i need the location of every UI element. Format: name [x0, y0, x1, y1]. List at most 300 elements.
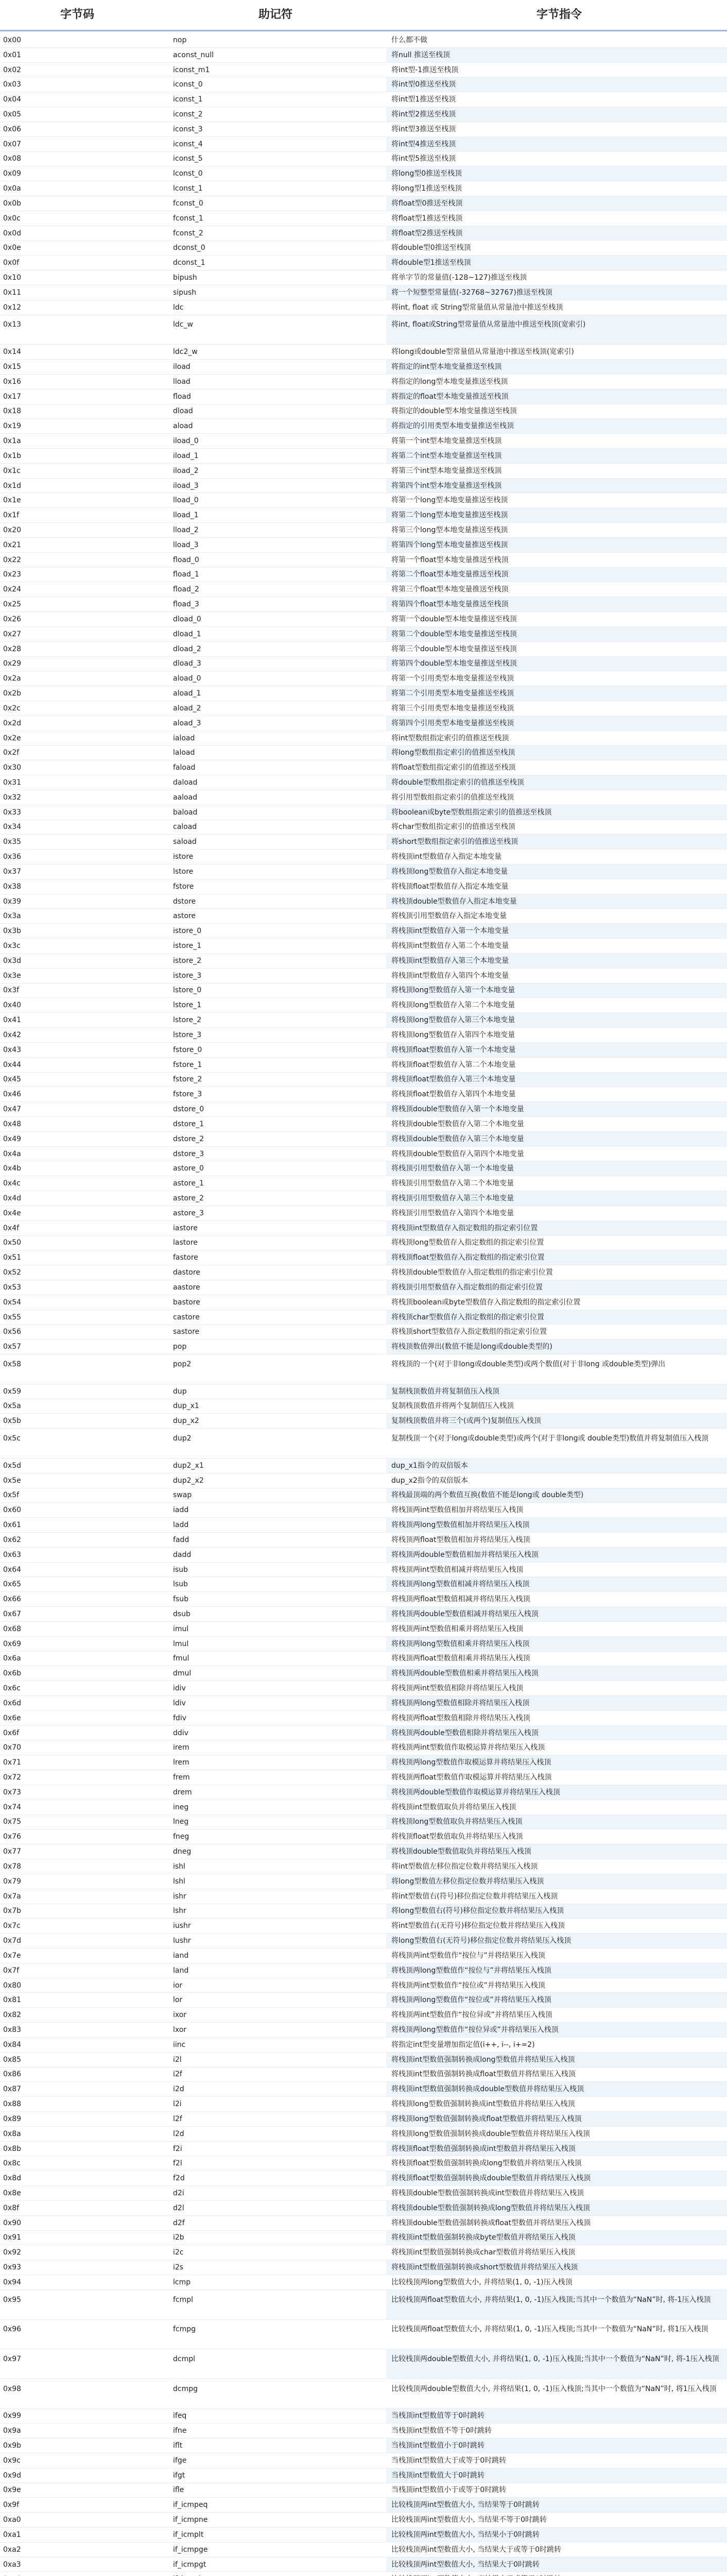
cell-description: 将第四个int型本地变量推送至栈顶: [386, 479, 727, 494]
cell-description: 将栈顶double型数值存入指定本地变量: [386, 894, 727, 909]
cell-description: 复制栈顶一个(对于long或double类型)或两个(对于非long或 double类型)数值并将复制值压入栈顶: [391, 1434, 709, 1443]
table-row: [0, 1354, 727, 1384]
cell-mnemonic: l2i: [173, 2100, 182, 2109]
cell-description: 将栈顶两int型数值相乘并将结果压入栈顶: [391, 1624, 524, 1633]
cell-description: 将第二个double型本地变量推送至栈顶: [386, 627, 727, 642]
table-row: [0, 597, 727, 612]
cell-bytecode: 0x11: [3, 288, 22, 297]
cell-description: 将栈顶引用型数值存入第一个本地变量: [386, 1161, 727, 1176]
cell-bytecode: 0x77: [3, 1848, 22, 1856]
cell-mnemonic: land: [173, 1966, 189, 1975]
cell-description: 将第一个long型本地变量推送至栈顶: [391, 496, 508, 505]
cell-bytecode: 0x40: [3, 1001, 22, 1010]
table-row: [0, 775, 727, 790]
cell-bytecode: 0x6c: [3, 1684, 21, 1693]
cell-mnemonic: lshr: [173, 1907, 186, 1916]
table-row: [0, 760, 727, 775]
cell-mnemonic: pop2: [173, 1360, 192, 1368]
cell-mnemonic: [154, 2572, 381, 2576]
cell-description: 比较栈顶两double型数值大小, 并将结果(1, 0, -1)压入栈顶;当其中一个数值为“NaN”时, 将1压入栈顶: [391, 2384, 717, 2393]
table-row: [0, 1993, 727, 2008]
cell-description: 将栈顶两float型数值相除并将结果压入栈顶: [391, 1714, 530, 1722]
table-row: [0, 122, 727, 137]
cell-bytecode: 0xa3: [3, 2560, 21, 2569]
table-row: [0, 1681, 727, 1696]
cell-bytecode: 0x65: [3, 1580, 22, 1589]
cell-bytecode: 0x9c: [3, 2456, 21, 2465]
cell-bytecode: 0x1d: [3, 481, 21, 490]
table-row: [0, 553, 727, 568]
table-row: [0, 1934, 727, 1948]
cell-description: 将栈顶两int型数值相加并将结果压入栈顶: [391, 1506, 524, 1515]
cell-mnemonic: aload_0: [173, 674, 201, 683]
table-row: [0, 1503, 727, 1518]
table-row: [0, 315, 727, 345]
cell-mnemonic: ifgt: [173, 2471, 185, 2480]
table-row: [0, 731, 727, 746]
cell-description: 将第一个int型本地变量推送至栈顶: [391, 437, 502, 446]
cell-mnemonic: dup2: [173, 1434, 192, 1443]
cell-mnemonic: lastore: [173, 1239, 198, 1247]
cell-mnemonic: astore_0: [173, 1164, 204, 1173]
cell-bytecode: 0x7d: [3, 1937, 21, 1945]
cell-description: 将单字节的常量值(-128~127)推送至栈顶: [391, 274, 527, 282]
cell-description: 将栈顶int型数值取负并将结果压入栈顶: [391, 1803, 516, 1811]
cell-bytecode: 0x3b: [3, 927, 21, 936]
table-row: [0, 1622, 727, 1637]
cell-bytecode: 0x76: [3, 1833, 22, 1841]
cell-mnemonic: i2d: [173, 2085, 184, 2094]
table-row: [0, 1117, 727, 1132]
table-row: [0, 1963, 727, 1978]
cell-description: 当栈顶int型数值小于或等于0时跳转: [391, 2486, 507, 2495]
table-row: [0, 1948, 727, 1963]
cell-description: 将int型数值右(符号)移位指定位数并将结果压入栈顶: [391, 1892, 558, 1901]
cell-mnemonic: iconst_5: [173, 155, 203, 163]
cell-bytecode: 0x79: [3, 1877, 22, 1886]
cell-mnemonic: iconst_0: [173, 80, 203, 89]
cell-mnemonic: aastore: [173, 1283, 200, 1292]
cell-description: 将栈顶char型数值存入指定数组的指定索引位置: [386, 1310, 727, 1325]
table-row: [0, 924, 727, 939]
cell-description: 将栈顶double型数值存入第三个本地变量: [386, 1132, 727, 1147]
cell-mnemonic: lload_1: [173, 511, 199, 520]
cell-description: 将float型数组指定索引的值推送至栈顶: [391, 764, 516, 772]
cell-bytecode: 0x9e: [3, 2486, 21, 2495]
cell-bytecode: 0x4e: [3, 1209, 21, 1217]
cell-description: 将栈顶boolean或byte型数值存入指定数组的指定索引位置: [391, 1298, 581, 1307]
cell-mnemonic: fsub: [173, 1595, 188, 1604]
table-row: [0, 1844, 727, 1859]
table-row: [0, 2260, 727, 2275]
cell-description: 将栈顶long型数值取负并将结果压入栈顶: [386, 1815, 727, 1830]
table-row: [0, 345, 727, 360]
table-row: [0, 2379, 727, 2409]
cell-mnemonic: fload_3: [173, 600, 199, 609]
table-row: [0, 1488, 727, 1503]
cell-bytecode: 0x4d: [3, 1194, 21, 1202]
cell-bytecode: 0x0c: [3, 214, 21, 223]
cell-mnemonic: fload_1: [173, 570, 199, 579]
table-row: [0, 2127, 727, 2142]
cell-bytecode: 0x37: [3, 867, 22, 876]
cell-bytecode: 0x5e: [3, 1476, 21, 1485]
cell-bytecode: 0x5a: [3, 1402, 21, 1411]
header-description: 字节指令: [536, 8, 582, 21]
cell-mnemonic: castore: [173, 1313, 200, 1321]
cell-mnemonic: daload: [173, 778, 198, 787]
table-row: [0, 879, 727, 894]
cell-bytecode: 0x2a: [3, 674, 21, 683]
cell-mnemonic: fadd: [173, 1535, 189, 1544]
table-row: [0, 2438, 727, 2453]
cell-description: 将栈顶两double型数值相乘并将结果压入栈顶: [386, 1666, 727, 1681]
cell-bytecode: 0x8c: [3, 2159, 21, 2168]
cell-description: 将栈顶两long型数值相除并将结果压入栈顶: [386, 1696, 727, 1711]
cell-description: 将栈顶int型数值强制转换成double型数值并将结果压入栈顶: [386, 2082, 727, 2097]
table-row: [0, 642, 727, 657]
cell-mnemonic: isub: [173, 1565, 188, 1574]
cell-bytecode: 0x41: [3, 1016, 22, 1025]
cell-mnemonic: frem: [173, 1773, 190, 1782]
cell-description: 将int型3推送至栈顶: [391, 125, 456, 133]
cell-bytecode: 0x94: [3, 2278, 22, 2286]
table-row: [0, 1087, 727, 1102]
cell-description: 将栈顶long型数值存入第二个本地变量: [391, 1001, 515, 1010]
cell-mnemonic: dconst_0: [173, 244, 205, 252]
table-row: [0, 2156, 727, 2171]
cell-bytecode: 0x83: [3, 2025, 22, 2034]
cell-mnemonic: iadd: [173, 1506, 189, 1515]
table-row: [0, 1652, 727, 1667]
cell-bytecode: 0x8e: [3, 2189, 21, 2198]
cell-bytecode: 0x59: [3, 1387, 22, 1396]
cell-description: 将栈顶int型数值存入第二个本地变量: [391, 942, 509, 950]
cell-mnemonic: dload_0: [173, 615, 201, 623]
cell-mnemonic: dstore_1: [173, 1120, 204, 1128]
cell-bytecode: 0x1c: [3, 466, 21, 475]
cell-mnemonic: dup2_x2: [173, 1476, 204, 1485]
table-row: [0, 1577, 727, 1592]
cell-bytecode: 0x8a: [3, 2129, 21, 2138]
table-row: [0, 1132, 727, 1147]
table-row: [0, 969, 727, 984]
cell-mnemonic: dup_x1: [173, 1402, 199, 1411]
cell-bytecode: 0x5d: [3, 1461, 21, 1470]
cell-bytecode: 0x88: [3, 2100, 22, 2109]
cell-description: 将栈顶int型数值存入指定本地变量: [391, 853, 502, 861]
cell-mnemonic: dup_x2: [173, 1417, 199, 1426]
cell-description: 将栈顶两int型数值作“按位与”并将结果压入栈顶: [391, 1951, 545, 1960]
cell-bytecode: 0x0b: [3, 199, 21, 208]
cell-bytecode: 0x5f: [3, 1491, 20, 1500]
cell-description: 比较栈顶两int型数值大小, 当结果不等于0时跳转: [391, 2516, 547, 2524]
cell-mnemonic: f2d: [173, 2174, 185, 2183]
cell-mnemonic: lxor: [173, 2025, 187, 2034]
cell-bytecode: 0x7f: [3, 1966, 20, 1975]
table-row: [0, 716, 727, 731]
cell-bytecode: 0x7a: [3, 1892, 21, 1901]
cell-bytecode: 0x82: [3, 2011, 22, 2020]
table-header: [0, 0, 727, 31]
cell-mnemonic: fconst_0: [173, 199, 203, 208]
header-bytecode: 字节码: [60, 8, 94, 21]
cell-description: 将栈顶两int型数值作“按位或”并将结果压入栈顶: [391, 1981, 545, 1990]
cell-description: 将指定的double型本地变量推送至栈顶: [391, 407, 517, 416]
cell-bytecode: 0x30: [3, 764, 22, 772]
cell-mnemonic: istore_2: [173, 956, 202, 965]
cell-description: 将栈顶float型数值取负并将结果压入栈顶: [391, 1833, 523, 1841]
table-row: [0, 538, 727, 553]
table-row: [0, 1637, 727, 1652]
cell-mnemonic: dup: [173, 1387, 187, 1396]
table-row: [0, 2453, 727, 2468]
cell-mnemonic: iload_3: [173, 481, 199, 490]
cell-mnemonic: lload_2: [173, 526, 199, 534]
cell-mnemonic: dmul: [173, 1669, 192, 1678]
table-row: [0, 2053, 727, 2067]
table-row: [0, 1696, 727, 1711]
cell-description: 将栈顶两long型数值相加并将结果压入栈顶: [386, 1518, 727, 1533]
table-row: [0, 404, 727, 419]
cell-description: 将栈顶int型数值存入第四个本地变量: [391, 971, 509, 980]
cell-mnemonic: iflt: [173, 2441, 183, 2450]
table-row: [0, 107, 727, 122]
cell-description: 将第三个int型本地变量推送至栈顶: [391, 466, 502, 475]
cell-bytecode: 0x1a: [3, 437, 21, 446]
cell-bytecode: 0x7b: [3, 1907, 21, 1916]
cell-mnemonic: i2s: [173, 2263, 184, 2272]
cell-bytecode: 0x6a: [3, 1654, 21, 1663]
table-row: [0, 300, 727, 315]
cell-bytecode: 0x3f: [3, 986, 20, 995]
cell-bytecode: 0x60: [3, 1506, 22, 1515]
cell-description: 将指定的引用类型本地变量推送至栈顶: [386, 419, 727, 434]
cell-mnemonic: swap: [173, 1491, 192, 1500]
table-row: [0, 998, 727, 1013]
cell-mnemonic: dload_2: [173, 645, 201, 653]
cell-description: [386, 2572, 727, 2576]
cell-bytecode: 0x12: [3, 303, 22, 312]
cell-description: 将栈顶两int型数值作“按位异或”并将结果压入栈顶: [391, 2011, 552, 2020]
table-row: [0, 493, 727, 508]
cell-bytecode: 0x84: [3, 2040, 22, 2049]
cell-bytecode: 0x27: [3, 630, 22, 638]
cell-description: 将栈顶double型数值取负并将结果压入栈顶: [386, 1844, 727, 1859]
cell-mnemonic: i2l: [173, 2055, 182, 2064]
cell-mnemonic: aconst_null: [173, 50, 214, 59]
cell-bytecode: 0x0f: [3, 259, 20, 267]
cell-mnemonic: imul: [173, 1624, 189, 1633]
table-row: [0, 1889, 727, 1904]
cell-description: 将int型数值右(无符号)移位指定位数并将结果压入栈顶: [391, 1922, 565, 1930]
cell-bytecode: 0x35: [3, 838, 22, 846]
cell-bytecode: 0x71: [3, 1758, 22, 1767]
cell-mnemonic: baload: [173, 808, 198, 817]
cell-mnemonic: fload: [173, 392, 191, 401]
table-row: [0, 2142, 727, 2157]
table-row: [0, 419, 727, 434]
cell-bytecode: 0x75: [3, 1818, 22, 1826]
cell-description: 将栈顶long型数值存入第三个本地变量: [386, 1013, 727, 1028]
table-row: [0, 181, 727, 196]
cell-mnemonic: iload_1: [173, 451, 199, 460]
cell-mnemonic: aaload: [173, 793, 198, 802]
table-row: [0, 2424, 727, 2438]
cell-description: 将栈顶float型数值强制转换成long型数值并将结果压入栈顶: [391, 2159, 582, 2168]
cell-bytecode: 0x51: [3, 1253, 22, 1262]
cell-mnemonic: istore_3: [173, 971, 202, 980]
cell-mnemonic: caload: [173, 823, 197, 832]
cell-mnemonic: fcmpg: [173, 2325, 196, 2334]
cell-mnemonic: istore_1: [173, 942, 202, 950]
table-row: [0, 389, 727, 404]
cell-bytecode: 0xa0: [3, 2516, 21, 2524]
cell-description: 将第一个double型本地变量推送至栈顶: [391, 615, 517, 623]
table-row: [0, 939, 727, 954]
cell-bytecode: 0x23: [3, 570, 22, 579]
cell-mnemonic: lload_3: [173, 540, 199, 549]
table-row: [0, 1028, 727, 1043]
cell-description: 将float型1推送至栈顶: [391, 214, 463, 223]
cell-bytecode: 0x2b: [3, 689, 21, 698]
cell-bytecode: 0x50: [3, 1239, 22, 1247]
table-row: [0, 1414, 727, 1429]
table-row: [0, 2572, 727, 2576]
cell-bytecode: 0x1f: [3, 511, 20, 520]
cell-bytecode: 0x55: [3, 1313, 22, 1321]
cell-mnemonic: drem: [173, 1788, 192, 1797]
table-row: [0, 1340, 727, 1354]
cell-mnemonic: if_icmpne: [173, 2516, 208, 2524]
cell-description: 将栈顶两long型数值作“按位异或”并将结果压入栈顶: [386, 2023, 727, 2038]
cell-description: 将char型数组指定索引的值推送至栈顶: [391, 823, 515, 832]
cell-mnemonic: dneg: [173, 1848, 192, 1856]
cell-description: dup_x1指令的双倍版本: [386, 1459, 727, 1473]
cell-description: 将long型数组指定索引的值推送至栈顶: [386, 745, 727, 760]
table-row: [0, 2097, 727, 2112]
cell-mnemonic: ishl: [173, 1862, 185, 1871]
table-row: [0, 1859, 727, 1874]
cell-mnemonic: iconst_1: [173, 95, 203, 104]
cell-bytecode: 0xa1: [3, 2530, 21, 2539]
cell-bytecode: 0x45: [3, 1075, 22, 1084]
table-row: [0, 2186, 727, 2201]
cell-description: 将第一个引用类型本地变量推送至栈顶: [391, 674, 514, 683]
cell-mnemonic: l2f: [173, 2114, 182, 2123]
table-row: [0, 1161, 727, 1176]
table-row: [0, 701, 727, 716]
table-row: [0, 805, 727, 820]
cell-mnemonic: lconst_0: [173, 170, 203, 178]
cell-description: 将int型0推送至栈顶: [386, 77, 727, 92]
table-row: [0, 2543, 727, 2557]
cell-bytecode: 0x57: [3, 1343, 22, 1351]
cell-description: 将第四个float型本地变量推送至栈顶: [386, 597, 727, 612]
cell-bytecode: 0x7c: [3, 1922, 21, 1930]
cell-bytecode: 0x31: [3, 778, 22, 787]
cell-mnemonic: ldc2_w: [173, 348, 198, 357]
cell-mnemonic: ineg: [173, 1803, 189, 1811]
cell-description: 将栈顶double型数值存入第二个本地变量: [391, 1120, 524, 1128]
cell-mnemonic: ldc: [173, 303, 184, 312]
cell-bytecode: 0x8b: [3, 2144, 21, 2153]
cell-description: 将栈最顶端的两个数值互换(数值不能是long或 double类型): [386, 1488, 727, 1503]
cell-mnemonic: astore_2: [173, 1194, 204, 1202]
cell-mnemonic: lload_0: [173, 496, 199, 505]
cell-bytecode: 0x10: [3, 274, 22, 282]
table-row: [0, 984, 727, 998]
cell-bytecode: 0x85: [3, 2055, 22, 2064]
cell-description: 将栈顶int型数值强制转换成short型数值并将结果压入栈顶: [386, 2260, 727, 2275]
cell-description: 将栈顶double型数值强制转换成long型数值并将结果压入栈顶: [386, 2201, 727, 2216]
cell-description: 比较栈顶两int型数值大小, 当结果小于0时跳转: [386, 2528, 727, 2543]
cell-description: 将栈顶两int型数值作取模运算并将结果压入栈顶: [391, 1743, 545, 1752]
table-row: [0, 2038, 727, 2053]
cell-bytecode: 0x01: [3, 50, 22, 59]
cell-description: 将栈顶double型数值强制转换成int型数值并将结果压入栈顶: [391, 2189, 584, 2198]
table-row: [0, 1548, 727, 1563]
cell-mnemonic: dload_3: [173, 659, 201, 668]
cell-description: 将double型0推送至栈顶: [391, 244, 471, 252]
table-row: [0, 820, 727, 835]
cell-description: 将long型数值右(符号)移位指定位数并将结果压入栈顶: [386, 1904, 727, 1919]
cell-bytecode: 0x6d: [3, 1699, 21, 1707]
cell-description: 将null 推送至栈顶: [386, 48, 727, 63]
table-row: [0, 241, 727, 256]
cell-description: 将栈顶两double型数值相减并将结果压入栈顶: [386, 1607, 727, 1622]
cell-mnemonic: dstore_3: [173, 1149, 204, 1158]
table-row: [0, 1384, 727, 1399]
cell-description: 将栈顶long型数值存入第四个本地变量: [391, 1030, 515, 1039]
cell-mnemonic: iconst_3: [173, 125, 203, 133]
table-row: [0, 63, 727, 78]
cell-description: 复制栈顶数值并将复制值压入栈顶: [386, 1384, 727, 1399]
cell-bytecode: 0x24: [3, 585, 22, 594]
cell-mnemonic: lrem: [173, 1758, 189, 1767]
cell-bytecode: 0x3e: [3, 971, 21, 980]
cell-mnemonic: irem: [173, 1743, 189, 1752]
cell-description: 将栈顶两double型数值相加并将结果压入栈顶: [386, 1548, 727, 1563]
cell-description: 将栈顶两int型数值相减并将结果压入栈顶: [391, 1565, 524, 1574]
cell-bytecode: 0x6f: [3, 1728, 20, 1737]
cell-mnemonic: if_icmpge: [173, 2545, 208, 2554]
table-row: [0, 226, 727, 241]
cell-mnemonic: f2l: [173, 2159, 182, 2168]
table-row: [0, 657, 727, 672]
cell-bytecode: 0x2c: [3, 704, 21, 713]
cell-bytecode: 0x7e: [3, 1951, 21, 1960]
cell-mnemonic: aload_1: [173, 689, 201, 698]
cell-description: 将int型5推送至栈顶: [391, 155, 456, 163]
table-row: [0, 1904, 727, 1919]
cell-bytecode: 0x06: [3, 125, 22, 133]
cell-mnemonic: lstore: [173, 867, 194, 876]
cell-bytecode: 0x56: [3, 1328, 22, 1336]
table-row: [0, 2008, 727, 2023]
cell-description: 将一个短整型常量值(-32768~32767)推送至栈顶: [386, 285, 727, 300]
table-row: [0, 1250, 727, 1265]
table-row: [0, 1874, 727, 1889]
table-row: [0, 152, 727, 167]
cell-mnemonic: fneg: [173, 1833, 189, 1841]
table-row: [0, 1176, 727, 1191]
cell-description: 当栈顶int型数值大于0时跳转: [386, 2468, 727, 2483]
cell-description: 将boolean或byte型数组指定索引的值推送至栈顶: [386, 805, 727, 820]
cell-description: 将栈顶两int型数值相除并将结果压入栈顶: [391, 1684, 524, 1693]
table-row: [0, 835, 727, 850]
table-row: [0, 1206, 727, 1221]
